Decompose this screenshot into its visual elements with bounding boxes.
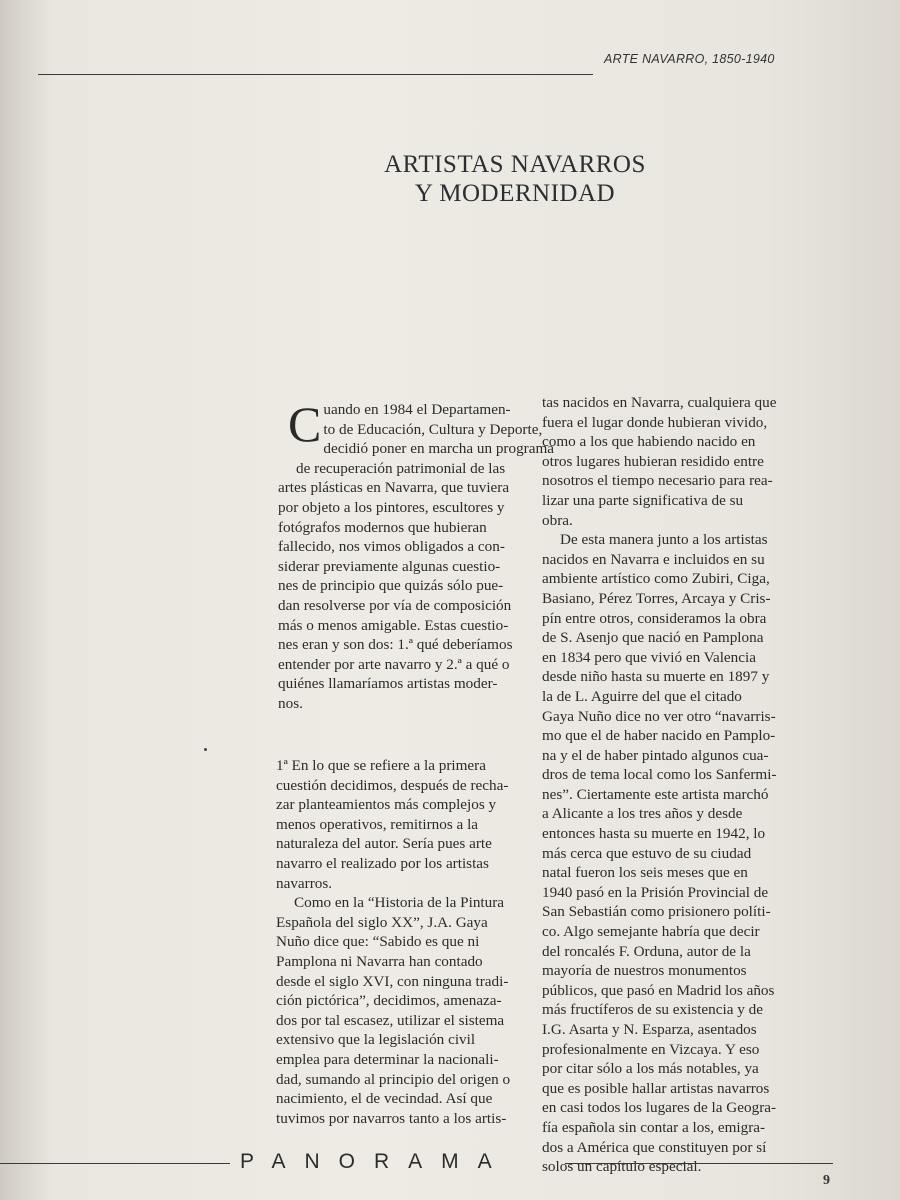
text-line: Pamplona ni Navarra han contado: [276, 952, 483, 970]
text-line: nes de principio que quizás sólo pue-: [278, 577, 504, 595]
text-line: entender por arte navarro y 2.ª a qué o: [278, 655, 510, 673]
text-line: de recuperación patrimonial de las: [296, 459, 506, 477]
text-line: nacimiento, el de vecindad. Así que: [276, 1090, 493, 1108]
text-line: desde niño hasta su muerte en 1897 y: [542, 668, 770, 686]
text-line: co. Algo semejante habría que decir: [542, 923, 760, 941]
text-line: quiénes llamaríamos artistas moder-: [278, 675, 498, 693]
text-line: desde el siglo XVI, con ninguna tradi-: [276, 972, 509, 990]
text-line: Basiano, Pérez Torres, Arcaya y Cris-: [542, 589, 771, 607]
text-line: navarros.: [276, 874, 333, 892]
text-line: nosotros el tiempo necesario para rea-: [542, 472, 773, 490]
text-line: del roncalés F. Orduna, autor de la: [542, 942, 751, 960]
running-head: ARTE NAVARRO, 1850-1940: [604, 52, 775, 66]
text-line: por citar sólo a los más notables, ya: [542, 1060, 759, 1078]
text-line: tuvimos por navarros tanto a los artis-: [276, 1109, 507, 1127]
drop-cap: C: [288, 396, 322, 452]
text-line: más cerca que estuvo de su ciudad: [542, 844, 752, 862]
article-title: [360, 150, 670, 208]
footer-rule-right: [565, 1163, 833, 1164]
text-line: uando en 1984 el Departamen-: [323, 401, 511, 418]
text-line: menos operativos, remitirnos a la: [276, 815, 479, 833]
text-line: San Sebastián como prisionero políti-: [542, 903, 771, 921]
text-line: na y el de haber pintado algunos cua-: [542, 746, 769, 764]
text-line: fotógrafos modernos que hubieran: [278, 518, 487, 536]
text-line: ambiente artístico como Zubiri, Ciga,: [542, 570, 770, 588]
text-line: entonces hasta su muerte en 1942, lo: [542, 825, 766, 843]
text-line: dos por tal escasez, utilizar el sistema: [276, 1011, 505, 1029]
text-line: navarro el realizado por los artistas: [276, 854, 489, 872]
text-line: pín entre otros, consideramos la obra: [542, 609, 767, 627]
text-line: artes plásticas en Navarra, que tuviera: [278, 479, 510, 497]
text-line: obra.: [542, 511, 573, 529]
text-line: dan resolverse por vía de composición: [278, 596, 512, 614]
text-line: ción pictórica”, decidimos, amenaza-: [276, 992, 502, 1010]
text-column-c: [276, 756, 524, 1128]
text-line: en casi todos los lugares de la Geogra-: [542, 1099, 777, 1117]
text-column-b: [542, 393, 790, 1177]
text-line: solos un capítulo especial.: [542, 1158, 702, 1176]
text-line: públicos, que pasó en Madrid los años: [542, 981, 775, 999]
text-line: extensivo que la legislación civil: [276, 1031, 476, 1049]
text-line: nos.: [278, 694, 303, 712]
text-line: más fructíferos de su existencia y de: [542, 1001, 763, 1019]
text-line: emplea para determinar la nacionali-: [276, 1050, 499, 1068]
page-number: 9: [823, 1173, 830, 1188]
text-line: lizar una parte significativa de su: [542, 491, 744, 509]
footer-section-word: PANORAMA: [240, 1150, 511, 1173]
text-line: natal fueron los seis meses que en: [542, 864, 748, 882]
text-line: zar planteamientos más complejos y: [276, 796, 497, 814]
text-column-a: [278, 396, 555, 714]
text-line: mayoría de nuestros monumentos: [542, 962, 747, 980]
text-line: profesionalmente en Vizcaya. Y eso: [542, 1040, 760, 1058]
text-line: por objeto a los pintores, escultores y: [278, 498, 505, 516]
text-line: Española del siglo XX”, J.A. Gaya: [276, 913, 488, 931]
text-line: I.G. Asarta y N. Esparza, asentados: [542, 1021, 757, 1038]
text-line: dad, sumando al principio del origen o: [276, 1070, 511, 1088]
ink-speck: [204, 748, 207, 751]
text-line: De esta manera junto a los artistas: [560, 531, 768, 549]
text-line: Nuño dice que: “Sabido es que ni: [276, 933, 480, 951]
title-line-1: ARTISTAS NAVARROS: [384, 151, 646, 178]
text-line: más o menos amigable. Estas cuestio-: [278, 616, 509, 634]
text-line: de S. Asenjo que nació en Pamplona: [542, 629, 764, 647]
text-line: nes”. Ciertamente este artista marchó: [542, 785, 769, 803]
text-line: siderar previamente algunas cuestio-: [278, 557, 501, 575]
text-line: nacidos en Navarra e incluidos en su: [542, 550, 765, 568]
text-line: decidió poner en marcha un programa: [323, 440, 555, 458]
text-line: cuestión decidimos, después de recha-: [276, 776, 509, 794]
text-line: otros lugares hubieran residido entre: [542, 452, 764, 470]
text-line: naturaleza del autor. Sería pues arte: [276, 835, 492, 853]
text-line: fía española sin contar a los, emigra-: [542, 1118, 766, 1136]
text-line: mo que el de haber nacido en Pamplo-: [542, 727, 776, 745]
text-line: tas nacidos en Navarra, cualquiera que: [542, 394, 777, 411]
text-line: fuera el lugar donde hubieran vivido,: [542, 413, 768, 431]
text-line: la de L. Aguirre del que el citado: [542, 687, 742, 705]
header-rule: [38, 74, 593, 75]
text-line: to de Educación, Cultura y Deporte,: [323, 420, 543, 438]
text-line: dros de tema local como los Sanfermi-: [542, 766, 777, 784]
text-line: nes eran y son dos: 1.ª qué deberíamos: [278, 636, 513, 654]
text-line: que es posible hallar artistas navarros: [542, 1079, 770, 1097]
text-line: en 1834 pero que vivió en Valencia: [542, 648, 756, 666]
text-line: a Alicante a los tres años y desde: [542, 805, 743, 823]
text-line: fallecido, nos vimos obligados a con-: [278, 538, 505, 556]
text-line: 1ª En lo que se refiere a la primera: [276, 757, 486, 774]
title-line-2: Y MODERNIDAD: [414, 180, 616, 207]
text-line: dos a América que constituyen por sí: [542, 1138, 767, 1156]
text-line: Como en la “Historia de la Pintura: [294, 894, 505, 912]
text-line: como a los que habiendo nacido en: [542, 433, 756, 451]
text-line: Gaya Nuño dice no ver otro “navarris-: [542, 707, 776, 725]
footer-rule-left: [0, 1163, 230, 1164]
text-line: 1940 pasó en la Prisión Provincial de: [542, 883, 769, 901]
